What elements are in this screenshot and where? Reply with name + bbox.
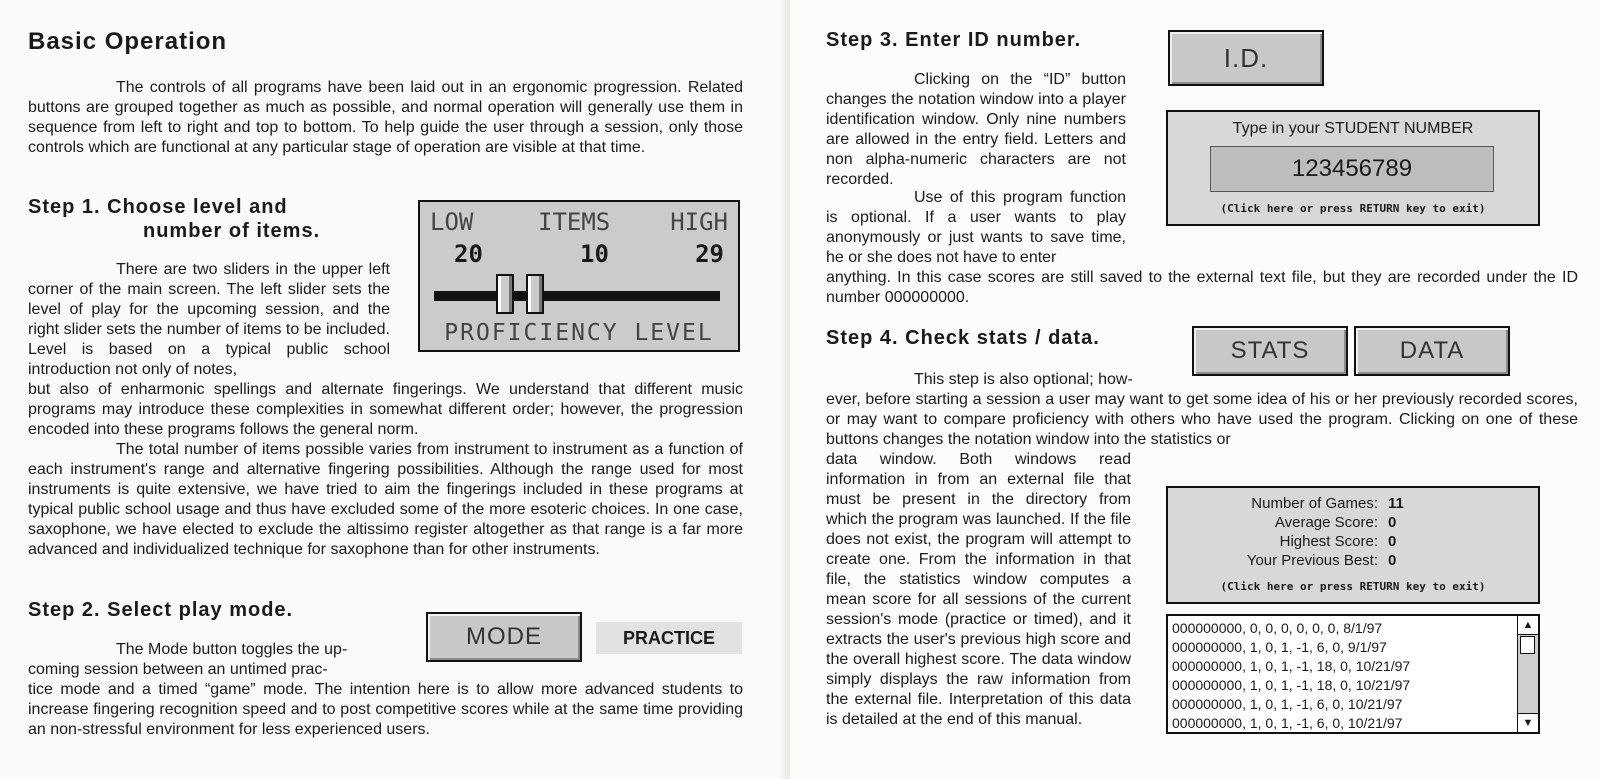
data-line: 000000000, 1, 0, 1, -1, 18, 0, 10/21/97 [1172,658,1411,674]
data-button[interactable]: DATA [1354,326,1510,376]
data-line: 000000000, 1, 0, 1, -1, 6, 0, 10/21/97 [1172,696,1403,712]
step1-paragraph-cont: but also of enharmonic spellings and alternate fingerings. We understand that different music programs may introduce these complexities in somewhat different order; however, the progression encoded into these programs follows the general norm. [28,381,743,438]
data-scrollbar[interactable] [1517,616,1538,732]
step4-heading: Step 4. Check stats / data. [826,327,1100,349]
high-label: HIGH [670,208,728,236]
stats-label-average: Average Score: [1274,514,1378,531]
scroll-down-arrow-icon[interactable]: ▼ [1518,713,1538,732]
step2-heading: Step 2. Select play mode. [28,599,294,621]
id-entry-panel [1166,110,1540,226]
items-label: ITEMS [538,208,611,236]
step3-heading: Step 3. Enter ID number. [826,29,1082,51]
stats-value-games: 11 [1388,495,1404,512]
id-button[interactable]: I.D. [1168,30,1324,86]
mode-button[interactable]: MODE [426,612,582,662]
stats-label-games: Number of Games: [1251,495,1378,512]
page-title: Basic Operation [28,28,228,55]
stats-panel [1166,486,1540,604]
stats-value-highest: 0 [1388,533,1397,550]
items-slider-thumb[interactable] [526,274,544,314]
step2-paragraph: The Mode button toggles the up- coming session between an untimed prac- [28,641,348,678]
data-list-window [1166,614,1540,734]
stats-exit-link[interactable]: (Click here or press RETURN key to exit) [1220,580,1486,593]
level-slider-thumb[interactable] [496,274,514,314]
data-line: 000000000, 1, 0, 1, -1, 6, 0, 10/21/97 [1172,715,1403,731]
id-exit-link[interactable]: (Click here or press RETURN key to exit) [1220,202,1486,215]
step4-paragraph: ever, before starting a session a user may want to get some idea of his or her previously recorded scores, or may want to compare proficiency with others who have used the program. Clicking on one of these buttons changes the notation window into the statistics or [826,391,1578,448]
stats-values [1388,494,1404,570]
step1-heading-line2: number of items. [143,220,321,242]
low-value: 20 [454,240,483,268]
step3-paragraph-cont: anything. In this case scores are still saved to the external text file, but they are recorded under the ID number 000000000. [826,269,1578,306]
high-value: 29 [695,240,724,268]
intro-paragraph: The controls of all programs have been laid out in an ergonomic progression. Related buttons are grouped together as much as possible, and normal operation will generally use them in sequence from left to right and top to bottom. To help guide the user through a session, only those controls which are functional at any particular stage of operation are visible at that time. [28,79,743,156]
items-value: 10 [580,240,609,268]
step4-paragraph-start: This step is also optional; how- [914,371,1133,388]
slider-track[interactable] [434,291,720,301]
step3-paragraph: Clicking on the “ID” button changes the notation window into a player identification window. Only nine numbers are allowed in the entry field. Letters and non alpha-numeric characters are not recorded. [826,71,1126,188]
left-page [0,0,790,779]
stats-value-previous: 0 [1388,552,1397,569]
data-lines [1172,619,1410,733]
step2-paragraph-cont: tice mode and a timed “game” mode. The intention here is to allow more advanced students to increase fingering recognition speed and to post competitive scores while at the same time providing an non-stressful environment for less experienced users. [28,681,743,738]
step1-heading [28,195,320,243]
scroll-thumb[interactable] [1520,636,1535,654]
stats-labels [1168,494,1378,570]
step1-paragraph-2: The total number of items possible varies from instrument to instrument as a function of each instrument's range and alternative fingering possibilities. Although the range used for most instruments is quite extensive, we have tried to aim the fingerings included in these programs at typical public school usage and thus have excluded some of the more esoteric choices. In one case, saxophone, we have elected to exclude the altissimo register altogether as that range is a far more advanced and individualized technique for saxophone than for other instruments. [28,441,743,558]
data-line: 000000000, 0, 0, 0, 0, 0, 0, 8/1/97 [1172,620,1383,636]
data-line: 000000000, 1, 0, 1, -1, 6, 0, 9/1/97 [1172,639,1387,655]
mode-value: PRACTICE [596,622,742,654]
proficiency-slider-panel [418,200,740,352]
proficiency-caption: PROFICIENCY LEVEL [444,320,714,346]
step1-paragraph: There are two sliders in the upper left corner of the main screen. The left slider sets the level of play for the upcoming session, and the right slider sets the number of items to be included. Level is based on a typical public school introduction not only of notes, [28,261,390,378]
stats-value-average: 0 [1388,514,1397,531]
scroll-up-arrow-icon[interactable]: ▲ [1518,616,1538,635]
stats-button[interactable]: STATS [1192,326,1348,376]
student-number-field[interactable]: 123456789 [1210,146,1494,192]
stats-label-previous: Your Previous Best: [1246,552,1378,569]
step3-paragraph-2: Use of this program function is optional. If a user wants to play anonymously or just wants to save time, he or she does not have to enter [826,189,1126,266]
data-line: 000000000, 1, 0, 1, -1, 18, 0, 10/21/97 [1172,677,1411,693]
step1-heading-line1: Step 1. Choose level and [28,196,288,218]
step4-paragraph-cont: data window. Both windows read information in from an external file that must be present in the directory from which the program was launched. If the file does not exist, the program will attempt to create one. From the information in that file, the statistics window computes a mean score for all sessions of the current session's mode (practice or timed), and it extracts the user's previous high score and the overall highest score. The data window simply displays the raw information from the external file. Interpretation of this data is detailed at the end of this manual. [826,451,1131,728]
id-prompt: Type in your STUDENT NUMBER [1232,120,1474,137]
stats-label-highest: Highest Score: [1279,533,1378,550]
right-page [790,0,1600,779]
low-label: LOW [430,208,474,236]
